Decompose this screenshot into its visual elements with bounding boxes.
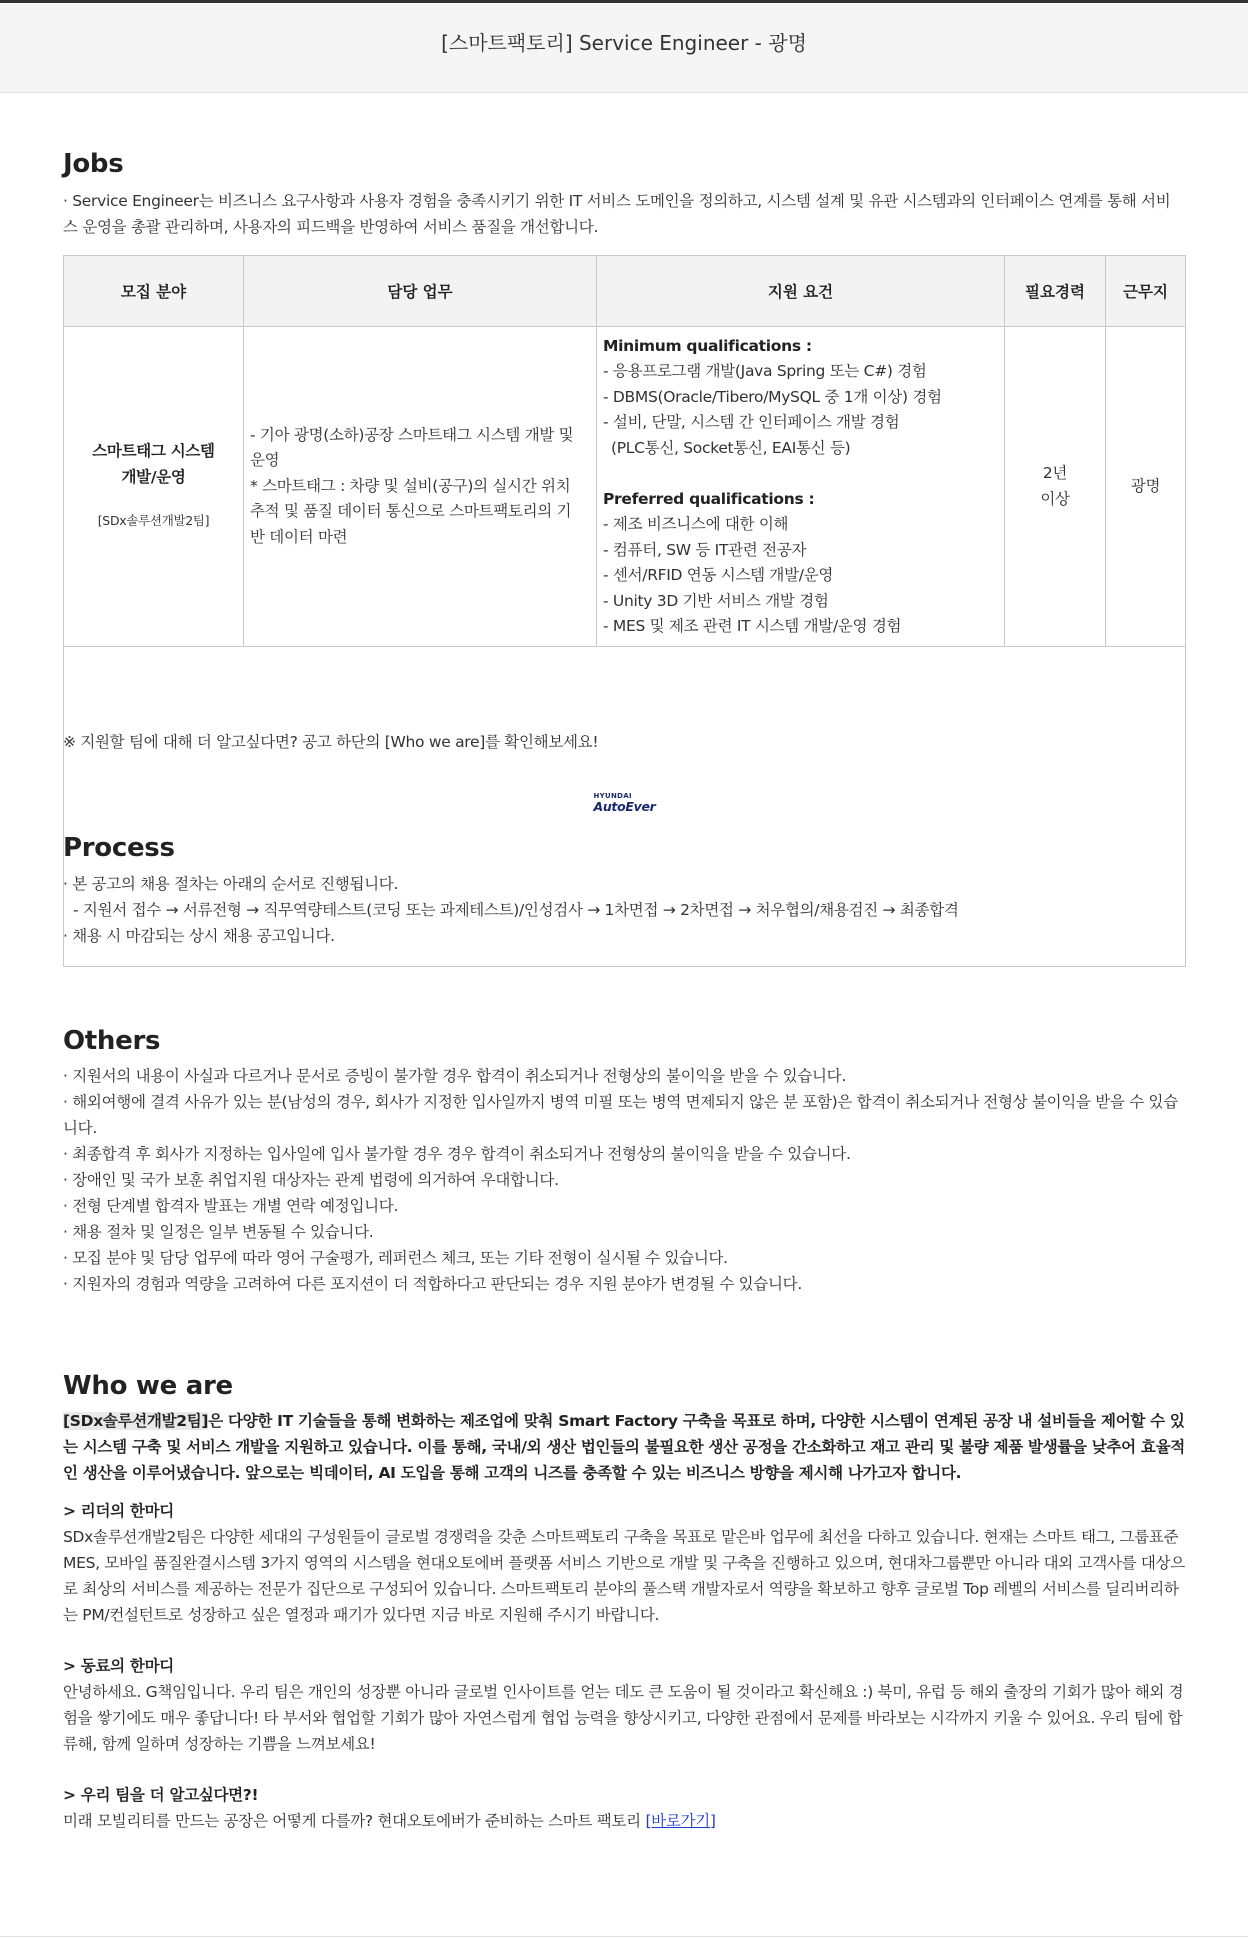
header-requirements: 지원 요건 xyxy=(597,256,1005,327)
list-item: · 본 공고의 채용 절차는 아래의 순서로 진행됩니다. xyxy=(63,875,399,893)
field-cell xyxy=(64,327,244,647)
list-item: · 장애인 및 국가 보훈 취업지원 대상자는 관계 법령에 의거하여 우대합니다. xyxy=(63,1171,559,1189)
field-name-line1: 스마트태그 시스템 xyxy=(92,442,215,461)
pref-qual-item: - 제조 비즈니스에 대한 이해 xyxy=(603,515,789,533)
field-name-line2: 개발/운영 xyxy=(121,467,186,486)
pref-qual-title: Preferred qualifications : xyxy=(603,489,815,508)
peer-body: 안녕하세요. G책임입니다. 우리 팀은 개인의 성장뿐 아니라 글로벌 인사이트를 얻는 데도 큰 도움이 될 것이라고 확신해요 :) 북미, 유럽 등 해외 출장의 기회가 많아 해외 경험을 쌓기에도 매우 좋답니다! 타 부서와 협업할 기회가 많아 자연스럽게 협업 능력을 향상시키고, 다양한 관점에서 문제를 바라보는 시각까지 키울 수 있어요. 우리 팀에 합류해, 함께 일하며 성장하는 기쁨을 느껴보세요! xyxy=(63,1683,1184,1753)
team-name-highlight: [SDx솔루션개발2팀] xyxy=(63,1412,209,1430)
field-name xyxy=(64,439,243,490)
header-duty: 담당 업무 xyxy=(244,256,597,327)
leader-body: SDx솔루션개발2팀은 다양한 세대의 구성원들이 글로벌 경쟁력을 갖춘 스마트팩토리 구축을 목표로 맡은바 업무에 최선을 다하고 있습니다. 현재는 스마트 태그, 그룹표준 MES, 모바일 품질완결시스템 3가지 영역의 시스템을 현대오토에버 플랫폼 서비스 기반으로 개발 및 구축을 진행하고 있으며, 현대차그룹뿐만 아니라 대외 고객사를 대상으로 최상의 서비스를 제공하는 전문가 집단으로 구성되어 있습니다. 스마트팩토리 분야의 풀스택 개발자로서 역량을 확보하고 향후 글로벌 Top 레벨의 서비스를 딜리버리하는 PM/컨설턴트로 성장하고 싶은 열정과 패기가 있다면 지금 바로 지원해 주시기 바랍니다. xyxy=(63,1528,1185,1624)
career-line2: 이상 xyxy=(1040,489,1070,508)
field-team: [SDx솔루션개발2팀] xyxy=(97,513,210,529)
table-row xyxy=(64,327,1186,647)
duty-item: * 스마트태그 : 차량 및 설비(공구)의 실시간 위치 추적 및 품질 데이터 통신으로 스마트팩토리의 기반 데이터 마련 xyxy=(250,476,572,546)
hyundai-autoever-logo xyxy=(593,793,655,814)
list-item: · 해외여행에 결격 사유가 있는 분(남성의 경우, 회사가 지정한 입사일까지 병역 미필 또는 병역 면제되지 않은 분 포함)은 합격이 취소되거나 전형상 불이익을 받을 수 있습니다. xyxy=(63,1093,1178,1137)
intro-text: 은 다양한 IT 기술들을 통해 변화하는 제조업에 맞춰 Smart Factory 구축을 목표로 하며, 다양한 시스템이 연계된 공장 내 설비들을 제어할 수 있는 시스템 구축 및 서비스 개발을 지원하고 있습니다. 이를 통해, 국내/외 생산 법인들의 불필요한 생산 공정을 간소화하고 재고 관리 및 불량 제품 발생률을 낮추어 효율적인 생산을 이루어냈습니다. 앞으로는 빅데이터, AI 도입을 통해 고객의 니즈를 충족할 수 있는 비즈니스 방향을 제시해 나가고자 합니다. xyxy=(63,1412,1185,1482)
min-qual-item: - DBMS(Oracle/Tibero/MySQL 중 1개 이상) 경험 xyxy=(603,387,942,406)
jobs-table xyxy=(63,255,1186,967)
list-item: · 채용 절차 및 일정은 일부 변동될 수 있습니다. xyxy=(63,1223,374,1241)
who-we-are-heading: Who we are xyxy=(63,1371,233,1401)
pref-qual-item: - 컴퓨터, SW 등 IT관련 전공자 xyxy=(603,540,807,559)
min-qual-item: - 설비, 단말, 시스템 간 인터페이스 개발 경험 xyxy=(603,413,900,431)
list-item: · 지원서의 내용이 사실과 다르거나 문서로 증빙이 불가할 경우 합격이 취소되거나 전형상의 불이익을 받을 수 있습니다. xyxy=(63,1067,846,1085)
duty-cell xyxy=(244,327,597,647)
min-qual-item: (PLC통신, Socket통신, EAI통신 등) xyxy=(611,438,851,457)
header-location: 근무지 xyxy=(1106,256,1186,327)
bottom-divider xyxy=(0,1936,1248,1937)
career-line1: 2년 xyxy=(1042,464,1068,482)
list-item: - 지원서 접수 → 서류전형 → 직무역량테스트(코딩 또는 과제테스트)/인성검사 → 1차면접 → 2차면접 → 처우협의/채용검진 → 최종합격 xyxy=(73,901,959,919)
process-body xyxy=(63,871,1185,949)
others-heading: Others xyxy=(63,1026,161,1056)
who-we-are-intro xyxy=(63,1408,1185,1486)
logo-bottom-text: AutoEver xyxy=(593,799,656,815)
pref-qual-item: - Unity 3D 기반 서비스 개발 경험 xyxy=(603,591,829,610)
pref-qual-item: - 센서/RFID 연동 시스템 개발/운영 xyxy=(603,566,834,584)
others-body xyxy=(63,1063,1185,1297)
jobs-note: ※ 지원할 팀에 대해 더 알고싶다면? 공고 하단의 [Who we are]를 확인해보세요! xyxy=(63,733,599,751)
process-heading: Process xyxy=(63,833,175,863)
jobs-heading: Jobs xyxy=(63,149,124,179)
jobs-description: · Service Engineer는 비즈니스 요구사항과 사용자 경험을 충족시키기 위한 IT 서비스 도메인을 정의하고, 시스템 설계 및 유관 시스템과의 인터페이스 연계를 통해 서비스 운영을 총괄 관리하며, 사용자의 피드백을 반영하여 서비스 품질을 개선합니다. xyxy=(63,192,1171,236)
list-item: · 모집 분야 및 담당 업무에 따라 영어 구술평가, 레퍼런스 체크, 또는 기타 전형이 실시될 수 있습니다. xyxy=(63,1249,728,1267)
peer-title: > 동료의 한마디 xyxy=(63,1657,174,1675)
list-item: · 최종합격 후 회사가 지정하는 입사일에 입사 불가할 경우 경우 합격이 취소되거나 전형상의 불이익을 받을 수 있습니다. xyxy=(63,1145,851,1163)
duty-item: - 기아 광명(소하)공장 스마트태그 시스템 개발 및 운영 xyxy=(250,425,574,470)
more-text: 미래 모빌리티를 만드는 공장은 어떻게 다를까? 현대오토에버가 준비하는 스마트 팩토리 xyxy=(63,1812,646,1830)
jobs-table-header-row xyxy=(64,256,1186,327)
page-header xyxy=(0,0,1248,93)
more-body xyxy=(63,1808,1185,1834)
leader-title: > 리더의 한마디 xyxy=(63,1502,174,1520)
more-title: > 우리 팀을 더 알고싶다면?! xyxy=(63,1786,259,1804)
requirements-cell xyxy=(597,327,1005,647)
location-cell: 광명 xyxy=(1106,327,1186,647)
career-cell xyxy=(1005,327,1106,647)
shortcut-link[interactable]: [바로가기] xyxy=(645,1812,716,1830)
min-qual-item: - 응용프로그램 개발(Java Spring 또는 C#) 경험 xyxy=(603,362,927,380)
page-title: [스마트팩토리] Service Engineer - 광명 xyxy=(441,31,807,55)
header-career: 필요경력 xyxy=(1005,256,1106,327)
min-qual-title: Minimum qualifications : xyxy=(603,336,812,355)
list-item: · 채용 시 마감되는 상시 채용 공고입니다. xyxy=(63,927,335,945)
logo-top-text: HYUNDAI xyxy=(593,792,632,801)
spacer xyxy=(603,461,998,487)
list-item: · 전형 단계별 합격자 발표는 개별 연락 예정입니다. xyxy=(63,1197,399,1215)
list-item: · 지원자의 경험과 역량을 고려하여 다른 포지션이 더 적합하다고 판단되는 경우 지원 분야가 변경될 수 있습니다. xyxy=(63,1275,802,1293)
header-field: 모집 분야 xyxy=(64,256,244,327)
pref-qual-item: - MES 및 제조 관련 IT 시스템 개발/운영 경험 xyxy=(603,617,902,635)
